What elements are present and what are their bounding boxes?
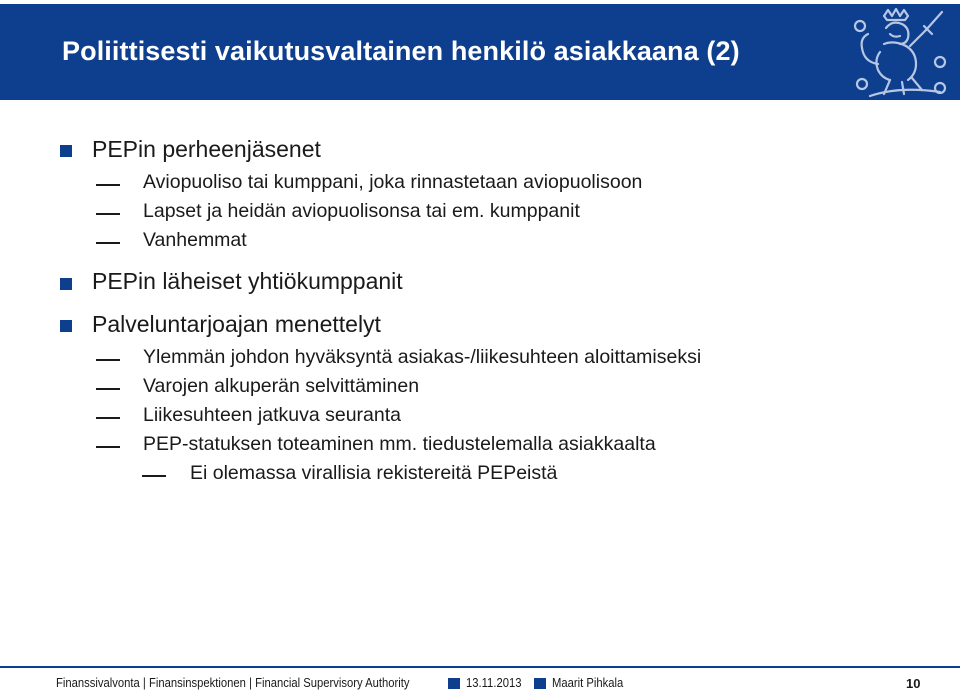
dash-bullet-icon (96, 388, 120, 390)
square-bullet-icon (448, 678, 460, 689)
list-item-level2: Varojen alkuperän selvittäminen (143, 375, 420, 397)
square-bullet-icon (534, 678, 546, 689)
list-item-level2: Ylemmän johdon hyväksyntä asiakas-/liikesuhteen aloittamiseksi (143, 346, 702, 368)
list-item-level1: PEPin perheenjäsenet (92, 136, 321, 162)
list-item-level1: PEPin läheiset yhtiökumppanit (92, 268, 403, 294)
square-bullet-icon (60, 278, 72, 290)
dash-bullet-icon (96, 359, 120, 361)
list-item-level2: Liikesuhteen jatkuva seuranta (143, 404, 402, 426)
dash-bullet-icon (96, 184, 120, 186)
footer-divider (0, 666, 960, 668)
list-item-level2: Vanhemmat (143, 229, 247, 251)
list-item-level1: Palveluntarjoajan menettelyt (92, 311, 381, 337)
finnish-lion-crest-logo (840, 4, 960, 100)
dash-bullet-icon (96, 213, 120, 215)
list-item-level2: Lapset ja heidän aviopuolisonsa tai em. kumppanit (143, 200, 580, 222)
dash-bullet-icon (96, 417, 120, 419)
footer-date: 13.11.2013 (466, 676, 522, 690)
square-bullet-icon (60, 320, 72, 332)
dash-bullet-icon (142, 475, 166, 477)
list-item-level2: PEP-statuksen toteaminen mm. tiedustelemalla asiakkaalta (143, 433, 656, 455)
footer-organization: Finanssivalvonta | Finansinspektionen | Financial Supervisory Authority (56, 676, 410, 690)
dash-bullet-icon (96, 446, 120, 448)
page-number: 10 (906, 676, 921, 691)
dash-bullet-icon (96, 242, 120, 244)
footer-author: Maarit Pihkala (552, 676, 624, 690)
list-item-level3: Ei olemassa virallisia rekistereitä PEPeistä (190, 462, 558, 484)
square-bullet-icon (60, 145, 72, 157)
slide-title: Poliittisesti vaikutusvaltainen henkilö asiakkaana (2) (62, 36, 740, 66)
list-item-level2: Aviopuoliso tai kumppani, joka rinnastetaan aviopuolisoon (143, 171, 643, 193)
